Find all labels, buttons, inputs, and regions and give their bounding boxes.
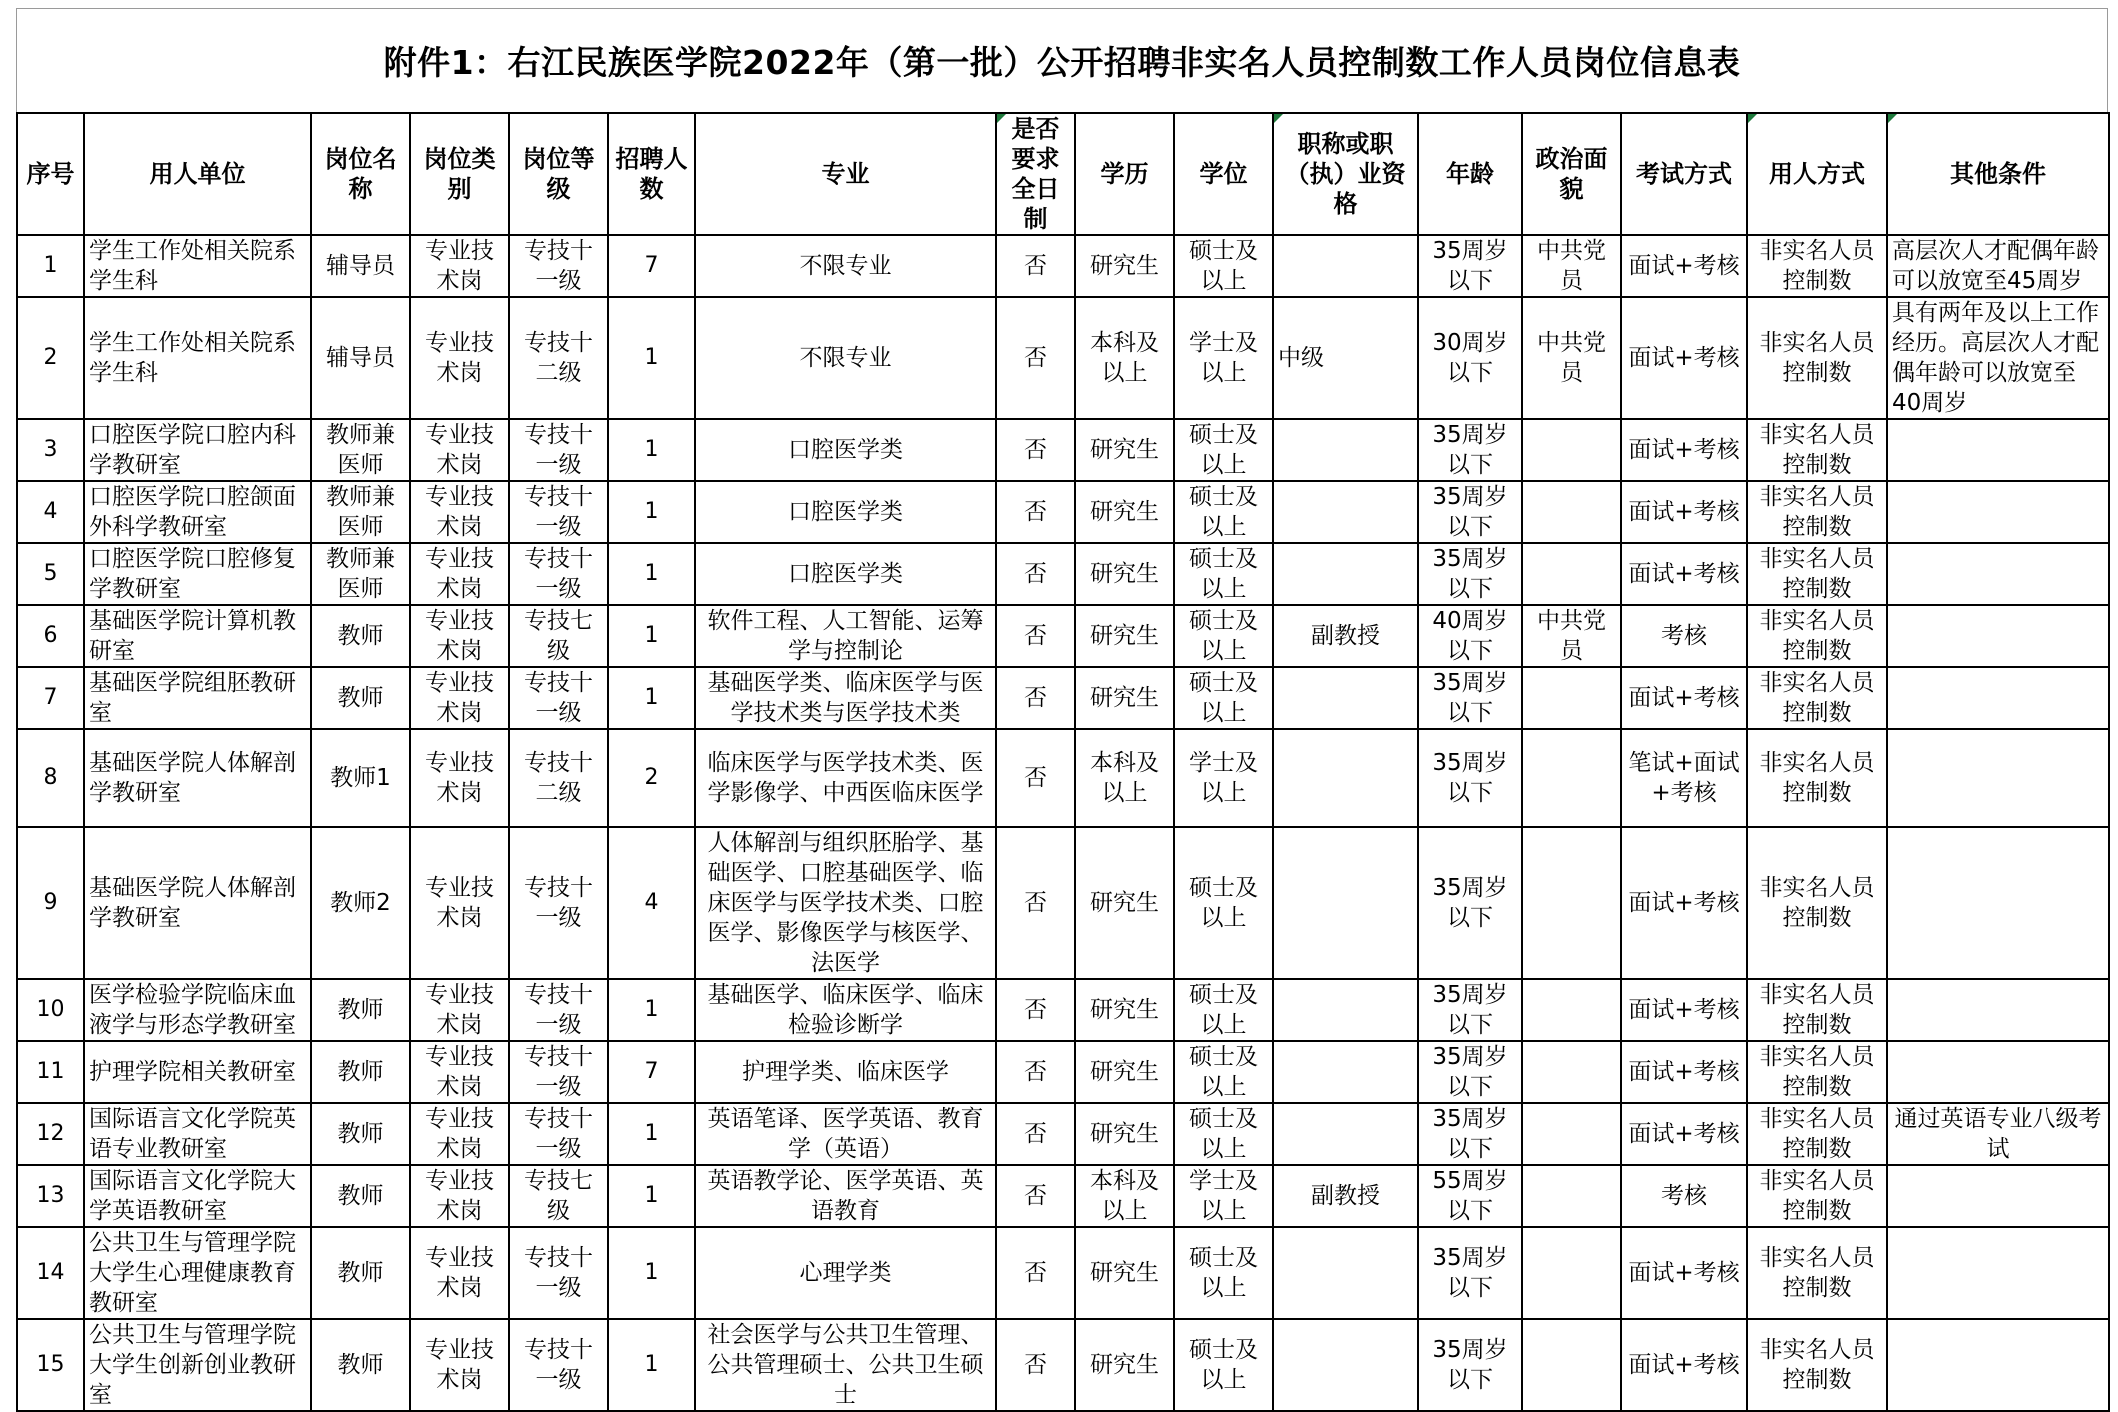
cell-post-level: 专技七级 xyxy=(509,605,608,667)
cell-post-type: 专业技术岗 xyxy=(410,979,509,1041)
cell-age: 35周岁以下 xyxy=(1418,481,1522,543)
cell-other-conditions xyxy=(1887,1319,2109,1411)
cell-index: 7 xyxy=(17,667,84,729)
cell-political-status xyxy=(1522,667,1621,729)
cell-exam-method: 面试+考核 xyxy=(1621,481,1747,543)
cell-headcount: 1 xyxy=(608,1227,695,1319)
cell-education: 研究生 xyxy=(1075,1319,1174,1411)
cell-degree: 硕士及以上 xyxy=(1174,1103,1273,1165)
cell-headcount: 1 xyxy=(608,667,695,729)
cell-title-qualification xyxy=(1273,827,1418,979)
cell-education: 研究生 xyxy=(1075,481,1174,543)
cell-index: 3 xyxy=(17,419,84,481)
cell-exam-method: 面试+考核 xyxy=(1621,1041,1747,1103)
cell-political-status xyxy=(1522,1319,1621,1411)
cell-political-status xyxy=(1522,1041,1621,1103)
cell-unit: 学生工作处相关院系学生科 xyxy=(84,235,311,297)
cell-employment-mode: 非实名人员控制数 xyxy=(1747,1103,1887,1165)
cell-title-qualification xyxy=(1273,729,1418,827)
cell-headcount: 1 xyxy=(608,419,695,481)
cell-exam-method: 面试+考核 xyxy=(1621,543,1747,605)
table-row xyxy=(17,235,2109,297)
header-degree: 学位 xyxy=(1174,113,1273,235)
cell-degree: 学士及以上 xyxy=(1174,1165,1273,1227)
cell-employment-mode: 非实名人员控制数 xyxy=(1747,235,1887,297)
cell-major: 临床医学与医学技术类、医学影像学、中西医临床医学 xyxy=(695,729,996,827)
cell-headcount: 1 xyxy=(608,543,695,605)
cell-major: 英语教学论、医学英语、英语教育 xyxy=(695,1165,996,1227)
table-row xyxy=(17,827,2109,979)
cell-degree: 学士及以上 xyxy=(1174,297,1273,419)
table-body xyxy=(17,235,2109,1411)
cell-degree: 硕士及以上 xyxy=(1174,979,1273,1041)
table-row xyxy=(17,481,2109,543)
cell-other-conditions xyxy=(1887,729,2109,827)
table-row xyxy=(17,543,2109,605)
cell-major: 口腔医学类 xyxy=(695,543,996,605)
cell-fulltime: 否 xyxy=(996,235,1075,297)
cell-post-level: 专技十一级 xyxy=(509,235,608,297)
cell-employment-mode: 非实名人员控制数 xyxy=(1747,1319,1887,1411)
job-table xyxy=(16,112,2110,1412)
cell-political-status xyxy=(1522,543,1621,605)
cell-political-status: 中共党员 xyxy=(1522,235,1621,297)
cell-age: 35周岁以下 xyxy=(1418,979,1522,1041)
cell-education: 本科及以上 xyxy=(1075,729,1174,827)
cell-post-name: 辅导员 xyxy=(311,297,410,419)
cell-post-level: 专技十一级 xyxy=(509,1041,608,1103)
cell-index: 5 xyxy=(17,543,84,605)
cell-post-type: 专业技术岗 xyxy=(410,605,509,667)
cell-post-level: 专技十一级 xyxy=(509,827,608,979)
table-row xyxy=(17,729,2109,827)
cell-headcount: 4 xyxy=(608,827,695,979)
table-row xyxy=(17,1319,2109,1411)
cell-unit: 基础医学院人体解剖学教研室 xyxy=(84,827,311,979)
cell-index: 10 xyxy=(17,979,84,1041)
cell-post-type: 专业技术岗 xyxy=(410,419,509,481)
cell-post-level: 专技十二级 xyxy=(509,729,608,827)
cell-headcount: 1 xyxy=(608,979,695,1041)
cell-title-qualification: 副教授 xyxy=(1273,605,1418,667)
cell-major: 不限专业 xyxy=(695,297,996,419)
table-row xyxy=(17,979,2109,1041)
cell-post-type: 专业技术岗 xyxy=(410,1165,509,1227)
cell-index: 11 xyxy=(17,1041,84,1103)
cell-post-name: 教师兼医师 xyxy=(311,481,410,543)
header-political-status: 政治面貌 xyxy=(1522,113,1621,235)
table-row xyxy=(17,419,2109,481)
cell-major: 基础医学类、临床医学与医学技术类与医学技术类 xyxy=(695,667,996,729)
cell-degree: 硕士及以上 xyxy=(1174,235,1273,297)
cell-index: 9 xyxy=(17,827,84,979)
cell-major: 软件工程、人工智能、运筹学与控制论 xyxy=(695,605,996,667)
cell-political-status xyxy=(1522,729,1621,827)
cell-headcount: 1 xyxy=(608,297,695,419)
cell-title-qualification xyxy=(1273,1319,1418,1411)
cell-unit: 口腔医学院口腔内科学教研室 xyxy=(84,419,311,481)
cell-age: 35周岁以下 xyxy=(1418,235,1522,297)
cell-title-qualification: 副教授 xyxy=(1273,1165,1418,1227)
cell-post-name: 教师兼医师 xyxy=(311,543,410,605)
cell-unit: 护理学院相关教研室 xyxy=(84,1041,311,1103)
table-row xyxy=(17,1103,2109,1165)
cell-exam-method: 笔试+面试+考核 xyxy=(1621,729,1747,827)
cell-fulltime: 否 xyxy=(996,1165,1075,1227)
cell-post-name: 教师1 xyxy=(311,729,410,827)
cell-political-status: 中共党员 xyxy=(1522,297,1621,419)
cell-fulltime: 否 xyxy=(996,979,1075,1041)
table-row xyxy=(17,605,2109,667)
cell-age: 30周岁以下 xyxy=(1418,297,1522,419)
cell-other-conditions xyxy=(1887,481,2109,543)
cell-post-level: 专技十二级 xyxy=(509,297,608,419)
header-major: 专业 xyxy=(695,113,996,235)
cell-political-status xyxy=(1522,1103,1621,1165)
cell-age: 35周岁以下 xyxy=(1418,1041,1522,1103)
cell-unit: 口腔医学院口腔修复学教研室 xyxy=(84,543,311,605)
cell-fulltime: 否 xyxy=(996,481,1075,543)
cell-other-conditions xyxy=(1887,605,2109,667)
cell-other-conditions: 具有两年及以上工作经历。高层次人才配偶年龄可以放宽至40周岁 xyxy=(1887,297,2109,419)
cell-post-level: 专技十一级 xyxy=(509,419,608,481)
header-education: 学历 xyxy=(1075,113,1174,235)
table-row xyxy=(17,297,2109,419)
cell-major: 不限专业 xyxy=(695,235,996,297)
cell-age: 35周岁以下 xyxy=(1418,827,1522,979)
cell-post-type: 专业技术岗 xyxy=(410,729,509,827)
cell-political-status xyxy=(1522,1227,1621,1319)
cell-age: 35周岁以下 xyxy=(1418,1227,1522,1319)
cell-major: 社会医学与公共卫生管理、公共管理硕士、公共卫生硕士 xyxy=(695,1319,996,1411)
cell-title-qualification xyxy=(1273,1227,1418,1319)
cell-exam-method: 面试+考核 xyxy=(1621,419,1747,481)
cell-post-level: 专技十一级 xyxy=(509,1227,608,1319)
cell-exam-method: 面试+考核 xyxy=(1621,1319,1747,1411)
cell-employment-mode: 非实名人员控制数 xyxy=(1747,979,1887,1041)
header-post-name: 岗位名称 xyxy=(311,113,410,235)
cell-post-name: 教师 xyxy=(311,1319,410,1411)
table-row xyxy=(17,1227,2109,1319)
cell-title-qualification xyxy=(1273,543,1418,605)
table-row xyxy=(17,667,2109,729)
cell-title-qualification: 中级 xyxy=(1273,297,1418,419)
cell-degree: 硕士及以上 xyxy=(1174,419,1273,481)
cell-unit: 公共卫生与管理学院大学生心理健康教育教研室 xyxy=(84,1227,311,1319)
cell-post-name: 教师2 xyxy=(311,827,410,979)
cell-degree: 硕士及以上 xyxy=(1174,481,1273,543)
cell-index: 15 xyxy=(17,1319,84,1411)
cell-other-conditions xyxy=(1887,667,2109,729)
cell-political-status xyxy=(1522,481,1621,543)
cell-major: 护理学类、临床医学 xyxy=(695,1041,996,1103)
table-title: 附件1：右江民族医学院2022年（第一批）公开招聘非实名人员控制数工作人员岗位信息表 xyxy=(16,8,2108,112)
cell-other-conditions xyxy=(1887,1165,2109,1227)
cell-post-name: 辅导员 xyxy=(311,235,410,297)
cell-education: 研究生 xyxy=(1075,543,1174,605)
cell-index: 1 xyxy=(17,235,84,297)
cell-age: 35周岁以下 xyxy=(1418,667,1522,729)
cell-age: 35周岁以下 xyxy=(1418,1319,1522,1411)
cell-education: 研究生 xyxy=(1075,1227,1174,1319)
cell-exam-method: 考核 xyxy=(1621,605,1747,667)
cell-post-name: 教师 xyxy=(311,1103,410,1165)
cell-employment-mode: 非实名人员控制数 xyxy=(1747,1041,1887,1103)
cell-unit: 公共卫生与管理学院大学生创新创业教研室 xyxy=(84,1319,311,1411)
cell-post-name: 教师 xyxy=(311,1041,410,1103)
cell-post-type: 专业技术岗 xyxy=(410,1227,509,1319)
cell-fulltime: 否 xyxy=(996,729,1075,827)
cell-post-level: 专技十一级 xyxy=(509,1103,608,1165)
cell-major: 英语笔译、医学英语、教育学（英语） xyxy=(695,1103,996,1165)
cell-education: 研究生 xyxy=(1075,1041,1174,1103)
header-age: 年龄 xyxy=(1418,113,1522,235)
cell-headcount: 1 xyxy=(608,481,695,543)
cell-unit: 国际语言文化学院英语专业教研室 xyxy=(84,1103,311,1165)
header-row xyxy=(17,113,2109,235)
cell-title-qualification xyxy=(1273,419,1418,481)
cell-post-name: 教师兼医师 xyxy=(311,419,410,481)
cell-degree: 硕士及以上 xyxy=(1174,827,1273,979)
cell-education: 研究生 xyxy=(1075,979,1174,1041)
cell-age: 35周岁以下 xyxy=(1418,729,1522,827)
cell-degree: 硕士及以上 xyxy=(1174,605,1273,667)
cell-political-status: 中共党员 xyxy=(1522,605,1621,667)
cell-age: 40周岁以下 xyxy=(1418,605,1522,667)
cell-fulltime: 否 xyxy=(996,827,1075,979)
cell-education: 研究生 xyxy=(1075,667,1174,729)
cell-major: 基础医学、临床医学、临床检验诊断学 xyxy=(695,979,996,1041)
header-title-qualification: 职称或职（执）业资格 xyxy=(1273,113,1418,235)
cell-headcount: 1 xyxy=(608,605,695,667)
cell-age: 35周岁以下 xyxy=(1418,543,1522,605)
cell-exam-method: 考核 xyxy=(1621,1165,1747,1227)
cell-exam-method: 面试+考核 xyxy=(1621,1227,1747,1319)
cell-index: 13 xyxy=(17,1165,84,1227)
cell-headcount: 2 xyxy=(608,729,695,827)
header-employment-mode: 用人方式 xyxy=(1747,113,1887,235)
cell-unit: 基础医学院人体解剖学教研室 xyxy=(84,729,311,827)
cell-other-conditions xyxy=(1887,543,2109,605)
cell-post-type: 专业技术岗 xyxy=(410,827,509,979)
header-unit: 用人单位 xyxy=(84,113,311,235)
cell-post-level: 专技十一级 xyxy=(509,481,608,543)
header-exam-method: 考试方式 xyxy=(1621,113,1747,235)
cell-title-qualification xyxy=(1273,481,1418,543)
cell-age: 55周岁以下 xyxy=(1418,1165,1522,1227)
cell-title-qualification xyxy=(1273,235,1418,297)
cell-index: 4 xyxy=(17,481,84,543)
cell-fulltime: 否 xyxy=(996,297,1075,419)
cell-major: 人体解剖与组织胚胎学、基础医学、口腔基础医学、临床医学与医学技术类、口腔医学、影像医学与核医学、法医学 xyxy=(695,827,996,979)
cell-headcount: 1 xyxy=(608,1165,695,1227)
cell-index: 2 xyxy=(17,297,84,419)
cell-degree: 硕士及以上 xyxy=(1174,543,1273,605)
cell-unit: 国际语言文化学院大学英语教研室 xyxy=(84,1165,311,1227)
cell-post-type: 专业技术岗 xyxy=(410,1103,509,1165)
cell-employment-mode: 非实名人员控制数 xyxy=(1747,297,1887,419)
cell-post-name: 教师 xyxy=(311,667,410,729)
cell-index: 8 xyxy=(17,729,84,827)
cell-post-type: 专业技术岗 xyxy=(410,543,509,605)
cell-age: 35周岁以下 xyxy=(1418,419,1522,481)
cell-other-conditions xyxy=(1887,1041,2109,1103)
cell-post-type: 专业技术岗 xyxy=(410,1319,509,1411)
cell-degree: 硕士及以上 xyxy=(1174,1227,1273,1319)
cell-exam-method: 面试+考核 xyxy=(1621,979,1747,1041)
cell-title-qualification xyxy=(1273,979,1418,1041)
cell-degree: 硕士及以上 xyxy=(1174,1041,1273,1103)
cell-unit: 口腔医学院口腔颌面外科学教研室 xyxy=(84,481,311,543)
cell-fulltime: 否 xyxy=(996,543,1075,605)
cell-degree: 学士及以上 xyxy=(1174,729,1273,827)
cell-education: 研究生 xyxy=(1075,235,1174,297)
cell-other-conditions: 通过英语专业八级考试 xyxy=(1887,1103,2109,1165)
cell-fulltime: 否 xyxy=(996,419,1075,481)
cell-post-name: 教师 xyxy=(311,979,410,1041)
cell-headcount: 1 xyxy=(608,1103,695,1165)
cell-post-type: 专业技术岗 xyxy=(410,235,509,297)
cell-post-level: 专技十一级 xyxy=(509,667,608,729)
cell-other-conditions xyxy=(1887,979,2109,1041)
cell-other-conditions xyxy=(1887,419,2109,481)
cell-major: 口腔医学类 xyxy=(695,481,996,543)
cell-employment-mode: 非实名人员控制数 xyxy=(1747,543,1887,605)
cell-title-qualification xyxy=(1273,667,1418,729)
cell-index: 12 xyxy=(17,1103,84,1165)
cell-fulltime: 否 xyxy=(996,1227,1075,1319)
cell-other-conditions xyxy=(1887,827,2109,979)
cell-post-level: 专技十一级 xyxy=(509,979,608,1041)
cell-exam-method: 面试+考核 xyxy=(1621,827,1747,979)
cell-age: 35周岁以下 xyxy=(1418,1103,1522,1165)
cell-index: 14 xyxy=(17,1227,84,1319)
cell-unit: 基础医学院组胚教研室 xyxy=(84,667,311,729)
header-other-conditions: 其他条件 xyxy=(1887,113,2109,235)
header-headcount: 招聘人数 xyxy=(608,113,695,235)
cell-unit: 学生工作处相关院系学生科 xyxy=(84,297,311,419)
cell-post-name: 教师 xyxy=(311,1165,410,1227)
cell-other-conditions: 高层次人才配偶年龄可以放宽至45周岁 xyxy=(1887,235,2109,297)
cell-post-type: 专业技术岗 xyxy=(410,481,509,543)
table-row xyxy=(17,1041,2109,1103)
cell-post-level: 专技十一级 xyxy=(509,543,608,605)
cell-fulltime: 否 xyxy=(996,1103,1075,1165)
cell-unit: 医学检验学院临床血液学与形态学教研室 xyxy=(84,979,311,1041)
cell-exam-method: 面试+考核 xyxy=(1621,667,1747,729)
cell-education: 研究生 xyxy=(1075,419,1174,481)
cell-employment-mode: 非实名人员控制数 xyxy=(1747,667,1887,729)
cell-employment-mode: 非实名人员控制数 xyxy=(1747,481,1887,543)
cell-index: 6 xyxy=(17,605,84,667)
cell-headcount: 7 xyxy=(608,1041,695,1103)
cell-post-type: 专业技术岗 xyxy=(410,667,509,729)
cell-employment-mode: 非实名人员控制数 xyxy=(1747,729,1887,827)
cell-title-qualification xyxy=(1273,1103,1418,1165)
cell-employment-mode: 非实名人员控制数 xyxy=(1747,827,1887,979)
cell-major: 口腔医学类 xyxy=(695,419,996,481)
cell-education: 研究生 xyxy=(1075,605,1174,667)
cell-exam-method: 面试+考核 xyxy=(1621,1103,1747,1165)
cell-employment-mode: 非实名人员控制数 xyxy=(1747,1227,1887,1319)
header-post-level: 岗位等级 xyxy=(509,113,608,235)
header-index: 序号 xyxy=(17,113,84,235)
cell-education: 本科及以上 xyxy=(1075,1165,1174,1227)
cell-employment-mode: 非实名人员控制数 xyxy=(1747,1165,1887,1227)
cell-employment-mode: 非实名人员控制数 xyxy=(1747,605,1887,667)
cell-post-level: 专技七级 xyxy=(509,1165,608,1227)
cell-political-status xyxy=(1522,419,1621,481)
cell-post-level: 专技十一级 xyxy=(509,1319,608,1411)
header-fulltime: 是否要求全日制 xyxy=(996,113,1075,235)
header-post-type: 岗位类别 xyxy=(410,113,509,235)
cell-degree: 硕士及以上 xyxy=(1174,1319,1273,1411)
cell-major: 心理学类 xyxy=(695,1227,996,1319)
cell-education: 本科及以上 xyxy=(1075,297,1174,419)
cell-degree: 硕士及以上 xyxy=(1174,667,1273,729)
cell-post-type: 专业技术岗 xyxy=(410,297,509,419)
cell-political-status xyxy=(1522,1165,1621,1227)
cell-title-qualification xyxy=(1273,1041,1418,1103)
cell-political-status xyxy=(1522,979,1621,1041)
cell-headcount: 7 xyxy=(608,235,695,297)
cell-post-type: 专业技术岗 xyxy=(410,1041,509,1103)
table-row xyxy=(17,1165,2109,1227)
cell-fulltime: 否 xyxy=(996,1041,1075,1103)
cell-fulltime: 否 xyxy=(996,605,1075,667)
cell-employment-mode: 非实名人员控制数 xyxy=(1747,419,1887,481)
cell-headcount: 1 xyxy=(608,1319,695,1411)
cell-unit: 基础医学院计算机教研室 xyxy=(84,605,311,667)
cell-other-conditions xyxy=(1887,1227,2109,1319)
cell-exam-method: 面试+考核 xyxy=(1621,297,1747,419)
cell-post-name: 教师 xyxy=(311,1227,410,1319)
cell-political-status xyxy=(1522,827,1621,979)
cell-education: 研究生 xyxy=(1075,827,1174,979)
cell-exam-method: 面试+考核 xyxy=(1621,235,1747,297)
cell-fulltime: 否 xyxy=(996,667,1075,729)
cell-fulltime: 否 xyxy=(996,1319,1075,1411)
cell-post-name: 教师 xyxy=(311,605,410,667)
cell-education: 研究生 xyxy=(1075,1103,1174,1165)
